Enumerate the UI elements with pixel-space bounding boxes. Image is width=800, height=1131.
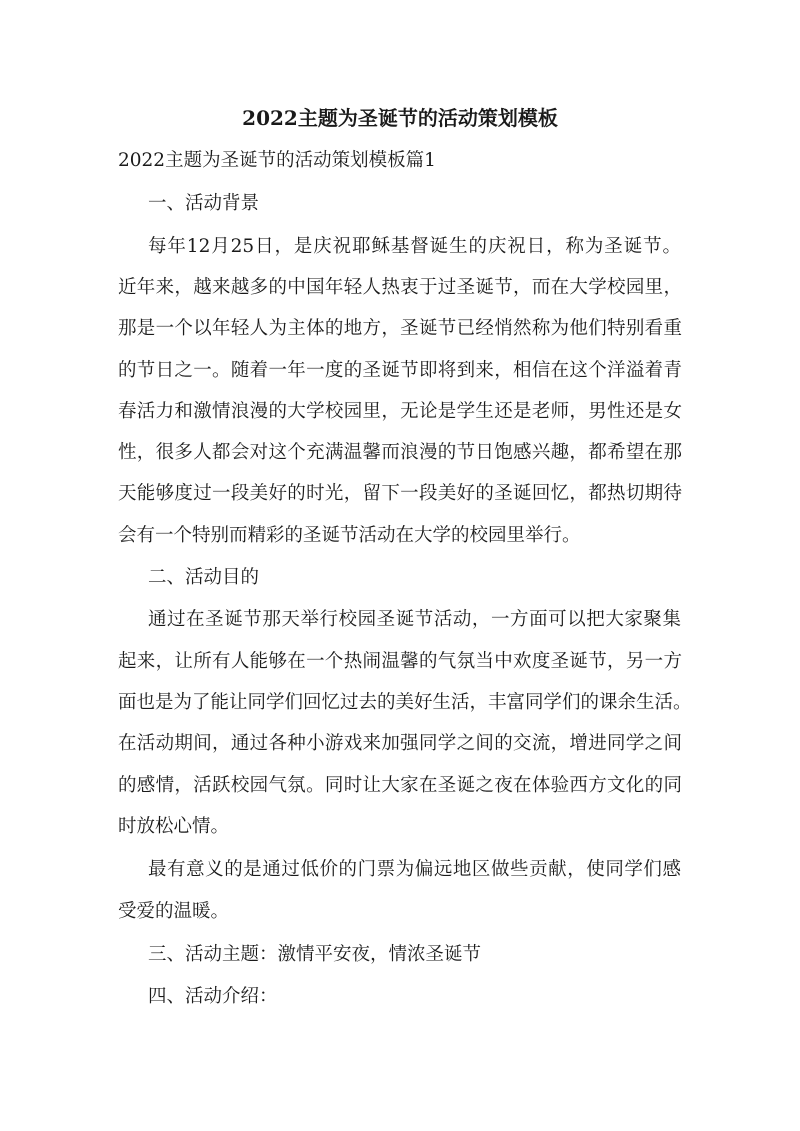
paragraph-line: 的节日之一。随着一年一度的圣诞节即将到来，相信在这个洋溢着青: [118, 360, 682, 381]
paragraph-line: 通过在圣诞节那天举行校园圣诞节活动，一方面可以把大家聚集: [148, 609, 681, 630]
paragraph-line: 近年来，越来越多的中国年轻人热衷于过圣诞节，而在大学校园里，: [118, 277, 682, 298]
section-heading-introduction: 四、活动介绍：: [148, 986, 278, 1007]
paragraph-line: 在活动期间，通过各种小游戏来加强同学之间的交流，增进同学之间: [118, 733, 682, 754]
paragraph-line: 时放松心情。: [118, 816, 230, 837]
section-heading-purpose: 二、活动目的: [148, 567, 260, 588]
document-subtitle: 2022主题为圣诞节的活动策划模板篇1: [118, 150, 436, 171]
paragraph-line: 会有一个特别而精彩的圣诞节活动在大学的校园里举行。: [118, 525, 581, 546]
paragraph-line: 性，很多人都会对这个充满温馨而浪漫的节日饱感兴趣，都希望在那: [118, 442, 682, 463]
paragraph-line: 面也是为了能让同学们回忆过去的美好生活，丰富同学们的课余生活。: [118, 692, 692, 713]
paragraph-line: 起来，让所有人能够在一个热闹温馨的气氛当中欢度圣诞节，另一方: [118, 651, 682, 672]
section-heading-theme: 三、活动主题：激情平安夜，情浓圣诞节: [148, 944, 482, 965]
paragraph-line: 春活力和激情浪漫的大学校园里，无论是学生还是老师，男性还是女: [118, 401, 682, 422]
section-heading-background: 一、活动背景: [148, 193, 260, 214]
paragraph-line: 每年12月25日，是庆祝耶稣基督诞生的庆祝日，称为圣诞节。: [148, 236, 681, 257]
paragraph-line: 的感情，活跃校园气氛。同时让大家在圣诞之夜在体验西方文化的同: [118, 775, 682, 796]
paragraph-line: 天能够度过一段美好的时光，留下一段美好的圣诞回忆，都热切期待: [118, 483, 682, 504]
paragraph-line: 那是一个以年轻人为主体的地方，圣诞节已经悄然称为他们特别看重: [118, 318, 682, 339]
document-title: 2022主题为圣诞节的活动策划模板: [242, 106, 558, 130]
paragraph-line: 最有意义的是通过低价的门票为偏远地区做些贡献，使同学们感: [148, 859, 681, 880]
paragraph-line: 受爱的温暖。: [118, 901, 230, 922]
